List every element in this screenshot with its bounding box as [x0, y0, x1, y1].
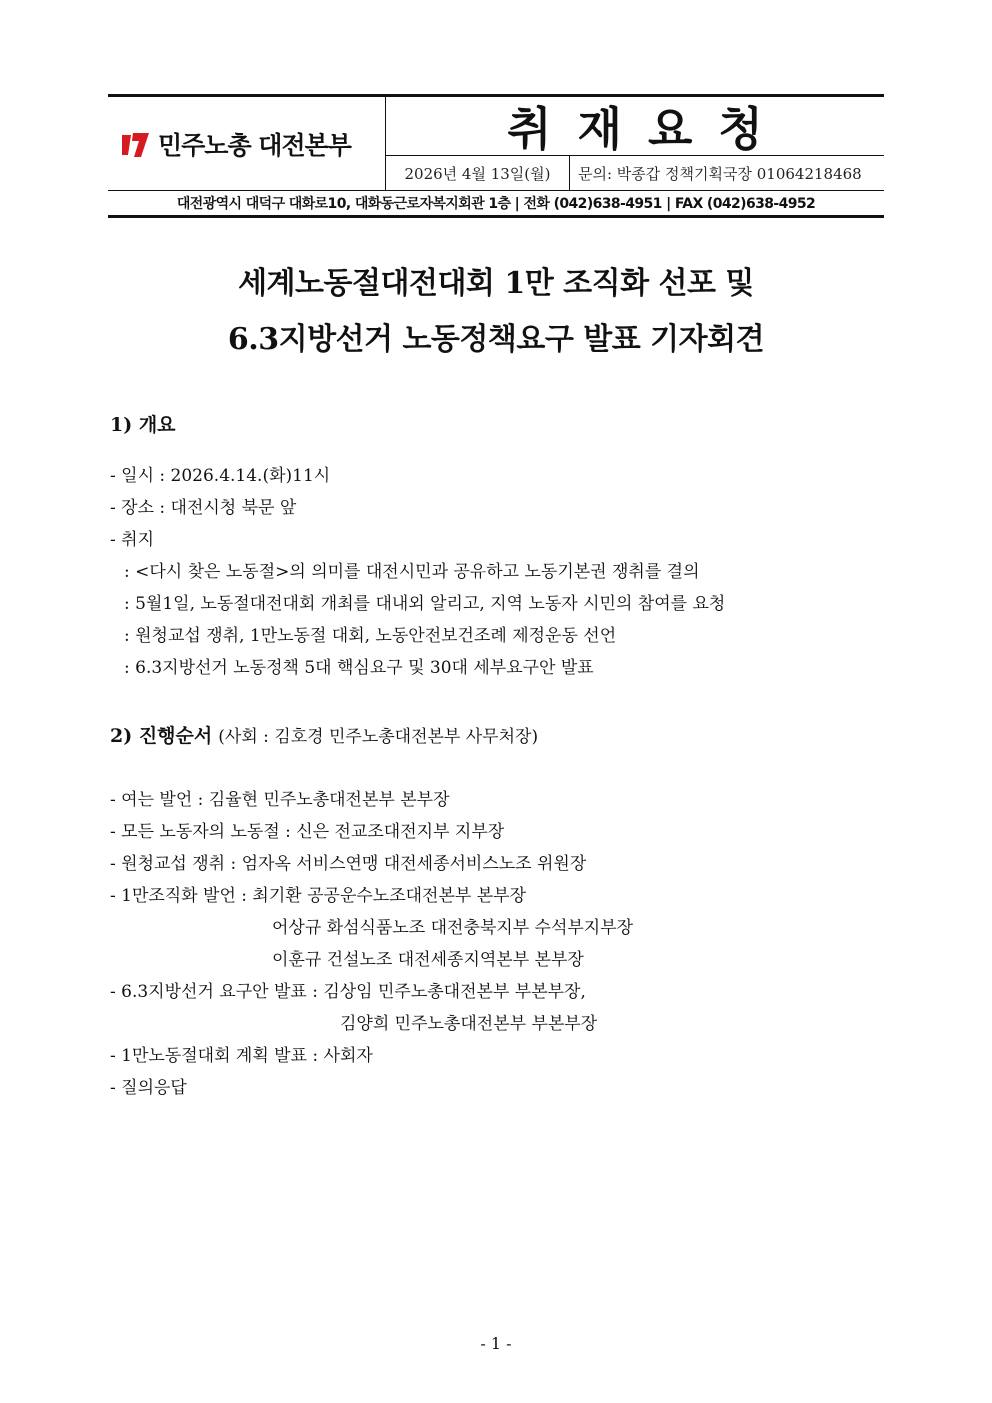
- headline-line-2: 6.3지방선거 노동정책요구 발표 기자회견: [227, 322, 765, 357]
- overview-heading: 1) 개요: [110, 414, 176, 436]
- header-bottom-rule: [108, 215, 884, 218]
- program-item: - 모든 노동자의 노동절 : 신은 전교조대전지부 지부장: [110, 822, 505, 842]
- org-name: 민주노총 대전본부: [158, 131, 351, 160]
- org-logo: [120, 124, 351, 164]
- program-item: - 1만조직화 발언 : 최기환 공공운수노조대전본부 본부장: [110, 886, 526, 906]
- page-number: - 1 -: [480, 1334, 512, 1353]
- program-item: - 여는 발언 : 김율현 민주노총대전본부 본부장: [110, 790, 450, 810]
- program-list: [110, 784, 880, 1104]
- program-heading: 2) 진행순서 (사회 : 김호경 민주노총대전본부 사무처장): [110, 725, 539, 747]
- purpose-item: : 원청교섭 쟁취, 1만노동절 대회, 노동안전보건조례 제정운동 선언: [124, 626, 617, 646]
- purpose-item: : <다시 찾은 노동절>의 의미를 대전시민과 공유하고 노동기본권 쟁취를 결의: [124, 562, 700, 582]
- overview-list: [110, 460, 880, 684]
- program-item-continued: 김양희 민주노총대전본부 부본부장: [340, 1014, 598, 1034]
- issue-date: 2026년 4월 13일(월): [404, 164, 551, 183]
- overview-date-line: - 일시 : 2026.4.14.(화)11시: [110, 466, 331, 486]
- program-moderator: (사회 : 김호경 민주노총대전본부 사무처장): [218, 727, 539, 747]
- purpose-item: : 5월1일, 노동절대전대회 개최를 대내외 알리고, 지역 노동자 시민의 참여를 요청: [124, 594, 726, 614]
- kctu-logo-icon: [120, 129, 150, 159]
- program-item: - 원청교섭 쟁취 : 엄자옥 서비스연맹 대전세종서비스노조 위원장: [110, 854, 587, 874]
- overview-place-line: - 장소 : 대전시청 북문 앞: [110, 498, 297, 518]
- overview-purpose-label: - 취지: [110, 530, 154, 550]
- program-item-continued: 이훈규 건설노조 대전세종지역본부 본부장: [272, 950, 584, 970]
- press-headline: [108, 256, 884, 368]
- purpose-item: : 6.3지방선거 노동정책 5대 핵심요구 및 30대 세부요구안 발표: [124, 658, 594, 678]
- program-item: - 질의응답: [110, 1078, 187, 1098]
- contact-info: 문의: 박종갑 정책기획국장 01064218468: [578, 164, 862, 183]
- doc-type-title: 취재요청: [507, 102, 789, 156]
- headline-line-1: 세계노동절대전대회 1만 조직화 선포 및: [238, 266, 754, 301]
- press-header: [108, 94, 884, 218]
- doc-type-cell: [386, 97, 884, 155]
- program-item: - 1만노동절대회 계획 발표 : 사회자: [110, 1046, 373, 1066]
- program-item-continued: 어상규 화섬식품노조 대전충북지부 수석부지부장: [272, 918, 634, 938]
- program-item: - 6.3지방선거 요구안 발표 : 김상임 민주노총대전본부 부본부장,: [110, 982, 586, 1002]
- org-address: 대전광역시 대덕구 대화로10, 대화동근로자복지회관 1층 | 전화 (042)638-4951 | FAX (042)638-4952: [176, 196, 816, 212]
